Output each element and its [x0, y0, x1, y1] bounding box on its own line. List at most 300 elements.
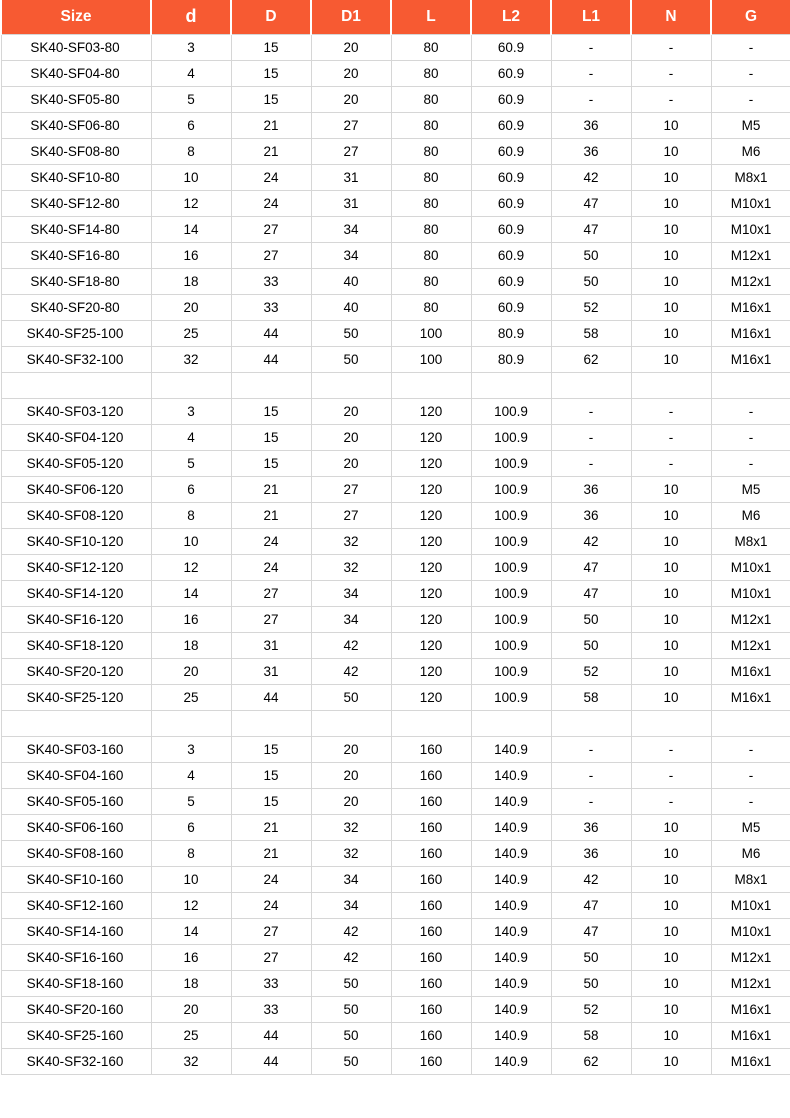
table-row [1, 34, 790, 60]
cell-L2: 140.9 [471, 736, 551, 762]
cell-L1: 47 [551, 190, 631, 216]
cell-G: - [711, 86, 790, 112]
cell-d: 16 [151, 242, 231, 268]
spacer-cell [551, 372, 631, 398]
cell-G: M10x1 [711, 580, 790, 606]
cell-D1: 42 [311, 632, 391, 658]
cell-L2: 100.9 [471, 398, 551, 424]
cell-N: 10 [631, 320, 711, 346]
cell-N: 10 [631, 216, 711, 242]
cell-L: 80 [391, 216, 471, 242]
cell-G: M8x1 [711, 866, 790, 892]
header-D1: D1 [311, 0, 391, 34]
cell-L: 120 [391, 684, 471, 710]
cell-D: 27 [231, 918, 311, 944]
cell-D: 44 [231, 1048, 311, 1074]
cell-L2: 60.9 [471, 216, 551, 242]
cell-G: M16x1 [711, 1048, 790, 1074]
cell-N: 10 [631, 606, 711, 632]
cell-L: 80 [391, 34, 471, 60]
table-row [1, 606, 790, 632]
cell-L1: 50 [551, 944, 631, 970]
spacer-cell [631, 372, 711, 398]
cell-d: 5 [151, 788, 231, 814]
group-spacer-row [1, 710, 790, 736]
cell-size: SK40-SF25-120 [1, 684, 151, 710]
cell-size: SK40-SF12-160 [1, 892, 151, 918]
cell-L1: 42 [551, 866, 631, 892]
cell-L2: 140.9 [471, 1022, 551, 1048]
cell-d: 14 [151, 918, 231, 944]
cell-d: 5 [151, 86, 231, 112]
cell-N: 10 [631, 996, 711, 1022]
spacer-cell [391, 372, 471, 398]
cell-L: 160 [391, 970, 471, 996]
cell-D1: 20 [311, 736, 391, 762]
cell-L2: 140.9 [471, 840, 551, 866]
cell-D1: 50 [311, 684, 391, 710]
cell-D: 15 [231, 450, 311, 476]
spacer-cell [631, 710, 711, 736]
cell-D1: 27 [311, 138, 391, 164]
table-row [1, 294, 790, 320]
header-L2: L2 [471, 0, 551, 34]
cell-D: 33 [231, 970, 311, 996]
spacer-cell [1, 710, 151, 736]
cell-G: M12x1 [711, 944, 790, 970]
cell-N: 10 [631, 554, 711, 580]
spacer-cell [151, 710, 231, 736]
cell-D: 27 [231, 242, 311, 268]
cell-L: 120 [391, 528, 471, 554]
cell-L1: 36 [551, 814, 631, 840]
table-row [1, 658, 790, 684]
cell-D: 15 [231, 34, 311, 60]
cell-L2: 140.9 [471, 1048, 551, 1074]
cell-G: M6 [711, 502, 790, 528]
cell-L: 120 [391, 658, 471, 684]
cell-d: 32 [151, 1048, 231, 1074]
cell-D1: 50 [311, 320, 391, 346]
table-row [1, 944, 790, 970]
cell-G: M16x1 [711, 996, 790, 1022]
cell-L: 160 [391, 1022, 471, 1048]
cell-N: 10 [631, 268, 711, 294]
cell-L: 80 [391, 242, 471, 268]
cell-G: - [711, 788, 790, 814]
cell-G: M12x1 [711, 970, 790, 996]
cell-N: 10 [631, 164, 711, 190]
table-row [1, 242, 790, 268]
cell-L1: 52 [551, 658, 631, 684]
spacer-cell [471, 372, 551, 398]
cell-L: 160 [391, 892, 471, 918]
cell-D: 33 [231, 996, 311, 1022]
cell-L2: 60.9 [471, 242, 551, 268]
cell-d: 6 [151, 112, 231, 138]
cell-D: 15 [231, 736, 311, 762]
cell-L2: 140.9 [471, 814, 551, 840]
cell-D1: 50 [311, 1048, 391, 1074]
cell-D: 24 [231, 892, 311, 918]
cell-D: 24 [231, 554, 311, 580]
cell-D: 15 [231, 424, 311, 450]
cell-D1: 50 [311, 1022, 391, 1048]
header-D: D [231, 0, 311, 34]
cell-d: 10 [151, 528, 231, 554]
spacer-cell [471, 710, 551, 736]
cell-size: SK40-SF10-160 [1, 866, 151, 892]
cell-L1: 36 [551, 138, 631, 164]
cell-L: 80 [391, 294, 471, 320]
cell-D: 44 [231, 684, 311, 710]
cell-G: M12x1 [711, 268, 790, 294]
cell-N: - [631, 86, 711, 112]
cell-L1: 47 [551, 216, 631, 242]
cell-N: 10 [631, 632, 711, 658]
cell-L1: 47 [551, 580, 631, 606]
cell-G: - [711, 34, 790, 60]
table-row [1, 580, 790, 606]
cell-G: M8x1 [711, 528, 790, 554]
cell-N: - [631, 34, 711, 60]
cell-L: 80 [391, 164, 471, 190]
cell-D1: 32 [311, 840, 391, 866]
cell-L1: 36 [551, 840, 631, 866]
cell-L2: 140.9 [471, 866, 551, 892]
cell-N: - [631, 736, 711, 762]
cell-D: 15 [231, 788, 311, 814]
table-row [1, 320, 790, 346]
cell-L: 80 [391, 112, 471, 138]
cell-D1: 20 [311, 86, 391, 112]
cell-d: 25 [151, 1022, 231, 1048]
cell-d: 14 [151, 580, 231, 606]
cell-size: SK40-SF18-80 [1, 268, 151, 294]
cell-G: M10x1 [711, 216, 790, 242]
cell-L1: 36 [551, 112, 631, 138]
cell-D1: 40 [311, 294, 391, 320]
cell-d: 12 [151, 892, 231, 918]
table-row [1, 840, 790, 866]
cell-N: 10 [631, 138, 711, 164]
cell-N: 10 [631, 190, 711, 216]
cell-size: SK40-SF08-80 [1, 138, 151, 164]
cell-N: 10 [631, 528, 711, 554]
cell-D1: 50 [311, 996, 391, 1022]
cell-D1: 34 [311, 242, 391, 268]
cell-L2: 100.9 [471, 606, 551, 632]
cell-D1: 27 [311, 502, 391, 528]
cell-N: 10 [631, 658, 711, 684]
table-row [1, 996, 790, 1022]
cell-L1: - [551, 736, 631, 762]
cell-size: SK40-SF05-120 [1, 450, 151, 476]
cell-d: 6 [151, 476, 231, 502]
cell-L2: 140.9 [471, 762, 551, 788]
cell-N: 10 [631, 840, 711, 866]
cell-size: SK40-SF03-160 [1, 736, 151, 762]
spacer-cell [711, 372, 790, 398]
header-N: N [631, 0, 711, 34]
cell-N: - [631, 424, 711, 450]
cell-N: - [631, 398, 711, 424]
cell-L2: 100.9 [471, 658, 551, 684]
spacer-cell [1, 372, 151, 398]
header-L1: L1 [551, 0, 631, 34]
cell-L1: 62 [551, 1048, 631, 1074]
spacer-cell [711, 710, 790, 736]
cell-d: 4 [151, 60, 231, 86]
cell-D1: 50 [311, 346, 391, 372]
cell-L: 120 [391, 398, 471, 424]
cell-L2: 60.9 [471, 112, 551, 138]
cell-d: 18 [151, 268, 231, 294]
cell-L: 120 [391, 606, 471, 632]
cell-D: 24 [231, 528, 311, 554]
table-row [1, 398, 790, 424]
cell-D1: 32 [311, 814, 391, 840]
cell-size: SK40-SF14-120 [1, 580, 151, 606]
cell-D1: 31 [311, 190, 391, 216]
cell-L1: 47 [551, 892, 631, 918]
cell-L1: 50 [551, 632, 631, 658]
cell-D1: 34 [311, 216, 391, 242]
cell-N: 10 [631, 892, 711, 918]
cell-d: 4 [151, 424, 231, 450]
cell-D1: 20 [311, 450, 391, 476]
cell-G: M5 [711, 112, 790, 138]
cell-L2: 60.9 [471, 294, 551, 320]
cell-L: 80 [391, 60, 471, 86]
cell-D: 21 [231, 112, 311, 138]
cell-G: - [711, 762, 790, 788]
table-row [1, 476, 790, 502]
cell-D1: 42 [311, 944, 391, 970]
cell-D: 21 [231, 502, 311, 528]
cell-L2: 140.9 [471, 944, 551, 970]
cell-L: 80 [391, 268, 471, 294]
cell-d: 16 [151, 944, 231, 970]
cell-N: 10 [631, 502, 711, 528]
cell-L1: 42 [551, 164, 631, 190]
cell-D1: 42 [311, 658, 391, 684]
cell-L: 120 [391, 580, 471, 606]
cell-G: M12x1 [711, 242, 790, 268]
cell-D1: 34 [311, 606, 391, 632]
cell-size: SK40-SF16-160 [1, 944, 151, 970]
cell-d: 20 [151, 996, 231, 1022]
cell-size: SK40-SF10-80 [1, 164, 151, 190]
cell-D: 31 [231, 658, 311, 684]
cell-d: 10 [151, 866, 231, 892]
cell-D1: 27 [311, 476, 391, 502]
cell-d: 8 [151, 840, 231, 866]
cell-L: 160 [391, 840, 471, 866]
cell-L2: 100.9 [471, 554, 551, 580]
cell-N: 10 [631, 944, 711, 970]
cell-size: SK40-SF04-80 [1, 60, 151, 86]
cell-D: 21 [231, 138, 311, 164]
cell-L1: 62 [551, 346, 631, 372]
header-size: Size [1, 0, 151, 34]
cell-D: 44 [231, 1022, 311, 1048]
cell-size: SK40-SF25-160 [1, 1022, 151, 1048]
cell-D1: 40 [311, 268, 391, 294]
cell-D: 15 [231, 86, 311, 112]
cell-L2: 140.9 [471, 996, 551, 1022]
cell-d: 14 [151, 216, 231, 242]
cell-N: 10 [631, 580, 711, 606]
cell-L2: 100.9 [471, 528, 551, 554]
cell-L1: 52 [551, 294, 631, 320]
cell-G: - [711, 60, 790, 86]
cell-size: SK40-SF03-120 [1, 398, 151, 424]
spacer-cell [231, 372, 311, 398]
cell-L1: 47 [551, 918, 631, 944]
cell-size: SK40-SF08-160 [1, 840, 151, 866]
cell-L2: 100.9 [471, 502, 551, 528]
cell-D: 24 [231, 866, 311, 892]
cell-N: 10 [631, 242, 711, 268]
cell-d: 32 [151, 346, 231, 372]
cell-size: SK40-SF18-120 [1, 632, 151, 658]
table-row [1, 684, 790, 710]
cell-d: 4 [151, 762, 231, 788]
cell-D1: 34 [311, 580, 391, 606]
table-row [1, 970, 790, 996]
cell-D1: 34 [311, 892, 391, 918]
cell-L2: 60.9 [471, 190, 551, 216]
cell-size: SK40-SF14-160 [1, 918, 151, 944]
cell-L2: 80.9 [471, 320, 551, 346]
cell-L2: 100.9 [471, 684, 551, 710]
cell-L2: 60.9 [471, 86, 551, 112]
table-row [1, 216, 790, 242]
cell-L2: 60.9 [471, 268, 551, 294]
cell-L1: 58 [551, 1022, 631, 1048]
cell-N: - [631, 60, 711, 86]
cell-G: M16x1 [711, 294, 790, 320]
cell-N: 10 [631, 294, 711, 320]
header-d: d [151, 0, 231, 34]
cell-G: M10x1 [711, 892, 790, 918]
cell-L1: 58 [551, 684, 631, 710]
cell-L2: 100.9 [471, 424, 551, 450]
cell-size: SK40-SF16-120 [1, 606, 151, 632]
table-row [1, 138, 790, 164]
cell-N: - [631, 450, 711, 476]
cell-d: 8 [151, 502, 231, 528]
spacer-cell [231, 710, 311, 736]
cell-L1: 42 [551, 528, 631, 554]
cell-D1: 42 [311, 918, 391, 944]
cell-D: 44 [231, 346, 311, 372]
cell-L1: 52 [551, 996, 631, 1022]
table-row [1, 788, 790, 814]
cell-L1: 58 [551, 320, 631, 346]
cell-D: 21 [231, 814, 311, 840]
cell-N: 10 [631, 866, 711, 892]
cell-N: 10 [631, 1048, 711, 1074]
cell-d: 16 [151, 606, 231, 632]
cell-d: 25 [151, 684, 231, 710]
table-row [1, 1048, 790, 1074]
cell-L2: 60.9 [471, 138, 551, 164]
spacer-cell [311, 372, 391, 398]
cell-size: SK40-SF06-80 [1, 112, 151, 138]
cell-size: SK40-SF20-120 [1, 658, 151, 684]
table-row [1, 554, 790, 580]
cell-D1: 27 [311, 112, 391, 138]
cell-L1: - [551, 424, 631, 450]
cell-G: M12x1 [711, 632, 790, 658]
cell-L1: 50 [551, 606, 631, 632]
cell-L: 120 [391, 476, 471, 502]
cell-L: 100 [391, 346, 471, 372]
spacer-cell [311, 710, 391, 736]
cell-N: 10 [631, 814, 711, 840]
cell-L: 160 [391, 762, 471, 788]
cell-D1: 32 [311, 554, 391, 580]
cell-D: 33 [231, 294, 311, 320]
table-row [1, 736, 790, 762]
cell-D1: 31 [311, 164, 391, 190]
cell-L2: 80.9 [471, 346, 551, 372]
cell-G: M16x1 [711, 658, 790, 684]
spacer-cell [551, 710, 631, 736]
cell-L: 160 [391, 996, 471, 1022]
cell-L: 80 [391, 86, 471, 112]
cell-L2: 100.9 [471, 580, 551, 606]
table-row [1, 1022, 790, 1048]
cell-L2: 100.9 [471, 450, 551, 476]
cell-size: SK40-SF18-160 [1, 970, 151, 996]
cell-size: SK40-SF20-80 [1, 294, 151, 320]
table-row [1, 60, 790, 86]
cell-d: 3 [151, 398, 231, 424]
table-row [1, 918, 790, 944]
cell-L1: - [551, 86, 631, 112]
cell-G: - [711, 424, 790, 450]
table-row [1, 268, 790, 294]
cell-L: 120 [391, 450, 471, 476]
cell-size: SK40-SF04-160 [1, 762, 151, 788]
cell-d: 8 [151, 138, 231, 164]
cell-d: 6 [151, 814, 231, 840]
table-row [1, 112, 790, 138]
cell-G: - [711, 736, 790, 762]
cell-L1: - [551, 60, 631, 86]
cell-N: - [631, 762, 711, 788]
table-body [1, 34, 790, 1074]
cell-L2: 140.9 [471, 788, 551, 814]
table-row [1, 502, 790, 528]
cell-L1: - [551, 762, 631, 788]
cell-D1: 50 [311, 970, 391, 996]
cell-L: 160 [391, 944, 471, 970]
cell-D: 15 [231, 398, 311, 424]
spacer-cell [151, 372, 231, 398]
cell-N: 10 [631, 476, 711, 502]
table-row [1, 528, 790, 554]
cell-d: 18 [151, 970, 231, 996]
cell-L1: - [551, 34, 631, 60]
cell-N: 10 [631, 112, 711, 138]
cell-L: 160 [391, 866, 471, 892]
table-row [1, 632, 790, 658]
cell-L: 160 [391, 1048, 471, 1074]
